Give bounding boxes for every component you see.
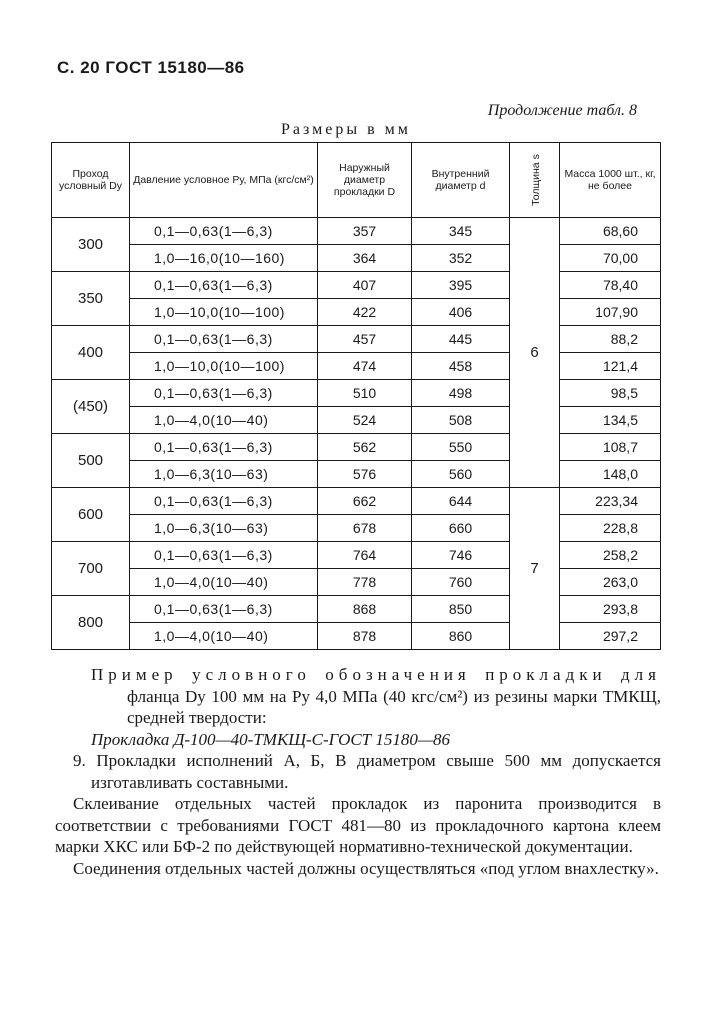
cell-outer-diameter: 357 [318,218,412,245]
cell-nominal-bore: 600 [52,488,130,542]
cell-mass: 148,0 [560,461,661,488]
cell-nominal-bore: 300 [52,218,130,272]
cell-mass: 228,8 [560,515,661,542]
cell-pressure: 0,1—0,63(1—6,3) [130,596,318,623]
cell-outer-diameter: 764 [318,542,412,569]
cell-pressure: 1,0—4,0(10—40) [130,407,318,434]
cell-inner-diameter: 860 [412,623,510,650]
cell-pressure: 0,1—0,63(1—6,3) [130,434,318,461]
cell-mass: 223,34 [560,488,661,515]
cell-pressure: 1,0—6,3(10—63) [130,515,318,542]
cell-outer-diameter: 678 [318,515,412,542]
cell-inner-diameter: 352 [412,245,510,272]
table-body [52,218,661,650]
cell-outer-diameter: 364 [318,245,412,272]
table-row [52,245,661,272]
header-thickness-label: Толщина s [529,154,542,206]
cell-nominal-bore: 400 [52,326,130,380]
cell-mass: 297,2 [560,623,661,650]
cell-inner-diameter: 760 [412,569,510,596]
cell-outer-diameter: 868 [318,596,412,623]
table-row [52,218,661,245]
cell-inner-diameter: 644 [412,488,510,515]
example-designation: Прокладка Д-100—40-ТМКЩ-С-ГОСТ 15180—86 [91,729,451,749]
table-row [52,380,661,407]
cell-mass: 263,0 [560,569,661,596]
cell-outer-diameter: 407 [318,272,412,299]
cell-inner-diameter: 458 [412,353,510,380]
cell-mass: 258,2 [560,542,661,569]
header-outer-diameter: Наружный диаметр прокладки D [318,143,412,218]
cell-inner-diameter: 550 [412,434,510,461]
cell-nominal-bore: (450) [52,380,130,434]
table-row [52,326,661,353]
cell-mass: 134,5 [560,407,661,434]
table-row [52,488,661,515]
cell-pressure: 0,1—0,63(1—6,3) [130,326,318,353]
table-row [52,569,661,596]
paragraph-joining: Соединения отдельных частей должны осуществляться «под углом внахлестку». [73,858,659,878]
paragraph-gluing: Склеивание отдельных частей прокладок из паронита производится в соответствии с требованиями ГОСТ 481—80 из прокладочного картона клеем марки ХКС или БФ-2 по действующей нормативно-технической документации. [55,794,661,856]
cell-thickness: 7 [510,488,560,650]
table-row [52,461,661,488]
cell-mass: 78,40 [560,272,661,299]
example-intro: Пример условного обозначения прокладки для фланца Dу 100 мм на Pу 4,0 МПа (40 кгс/см²) из резины марки ТМКЩ, средней твердости: [91,665,661,727]
cell-pressure: 1,0—4,0(10—40) [130,623,318,650]
table-row [52,515,661,542]
cell-nominal-bore: 350 [52,272,130,326]
cell-mass: 121,4 [560,353,661,380]
paragraph-9: 9. Прокладки исполнений А, Б, В диаметром свыше 500 мм допускается изготавливать составными. [73,751,661,792]
cell-inner-diameter: 345 [412,218,510,245]
header-nominal-pressure: Давление условное Pу, МПа (кгс/см²) [130,143,318,218]
cell-inner-diameter: 746 [412,542,510,569]
cell-inner-diameter: 498 [412,380,510,407]
cell-outer-diameter: 510 [318,380,412,407]
gasket-dimensions-table [51,142,661,650]
cell-outer-diameter: 562 [318,434,412,461]
cell-inner-diameter: 660 [412,515,510,542]
cell-inner-diameter: 508 [412,407,510,434]
cell-outer-diameter: 878 [318,623,412,650]
cell-inner-diameter: 406 [412,299,510,326]
table-row [52,434,661,461]
cell-inner-diameter: 445 [412,326,510,353]
cell-outer-diameter: 662 [318,488,412,515]
cell-pressure: 0,1—0,63(1—6,3) [130,218,318,245]
header-thickness [510,143,560,218]
table-row [52,623,661,650]
cell-outer-diameter: 457 [318,326,412,353]
cell-nominal-bore: 700 [52,542,130,596]
header-mass: Масса 1000 шт., кг, не более [560,143,661,218]
page-header: С. 20 ГОСТ 15180—86 [57,58,245,77]
cell-mass: 98,5 [560,380,661,407]
cell-mass: 108,7 [560,434,661,461]
cell-pressure: 1,0—6,3(10—63) [130,461,318,488]
cell-outer-diameter: 778 [318,569,412,596]
cell-pressure: 0,1—0,63(1—6,3) [130,488,318,515]
table-row [52,353,661,380]
units-caption: Размеры в мм [281,121,411,138]
cell-pressure: 1,0—16,0(10—160) [130,245,318,272]
table-continuation-label: Продолжение табл. 8 [487,102,637,119]
cell-pressure: 1,0—10,0(10—100) [130,299,318,326]
cell-outer-diameter: 474 [318,353,412,380]
cell-pressure: 0,1—0,63(1—6,3) [130,272,318,299]
cell-mass: 107,90 [560,299,661,326]
cell-inner-diameter: 395 [412,272,510,299]
cell-mass: 293,8 [560,596,661,623]
cell-nominal-bore: 800 [52,596,130,650]
table-header-row [52,143,661,218]
cell-pressure: 0,1—0,63(1—6,3) [130,542,318,569]
cell-pressure: 1,0—4,0(10—40) [130,569,318,596]
table-row [52,596,661,623]
table-row [52,542,661,569]
cell-pressure: 0,1—0,63(1—6,3) [130,380,318,407]
cell-mass: 70,00 [560,245,661,272]
body-text [55,664,661,879]
cell-inner-diameter: 560 [412,461,510,488]
cell-thickness: 6 [510,218,560,488]
cell-mass: 68,60 [560,218,661,245]
table-row [52,299,661,326]
cell-inner-diameter: 850 [412,596,510,623]
cell-pressure: 1,0—10,0(10—100) [130,353,318,380]
cell-nominal-bore: 500 [52,434,130,488]
cell-outer-diameter: 576 [318,461,412,488]
cell-outer-diameter: 422 [318,299,412,326]
cell-mass: 88,2 [560,326,661,353]
table-row [52,407,661,434]
cell-outer-diameter: 524 [318,407,412,434]
header-nominal-bore: Проход условный Dу [52,143,130,218]
header-inner-diameter: Внутренний диаметр d [412,143,510,218]
table-row [52,272,661,299]
